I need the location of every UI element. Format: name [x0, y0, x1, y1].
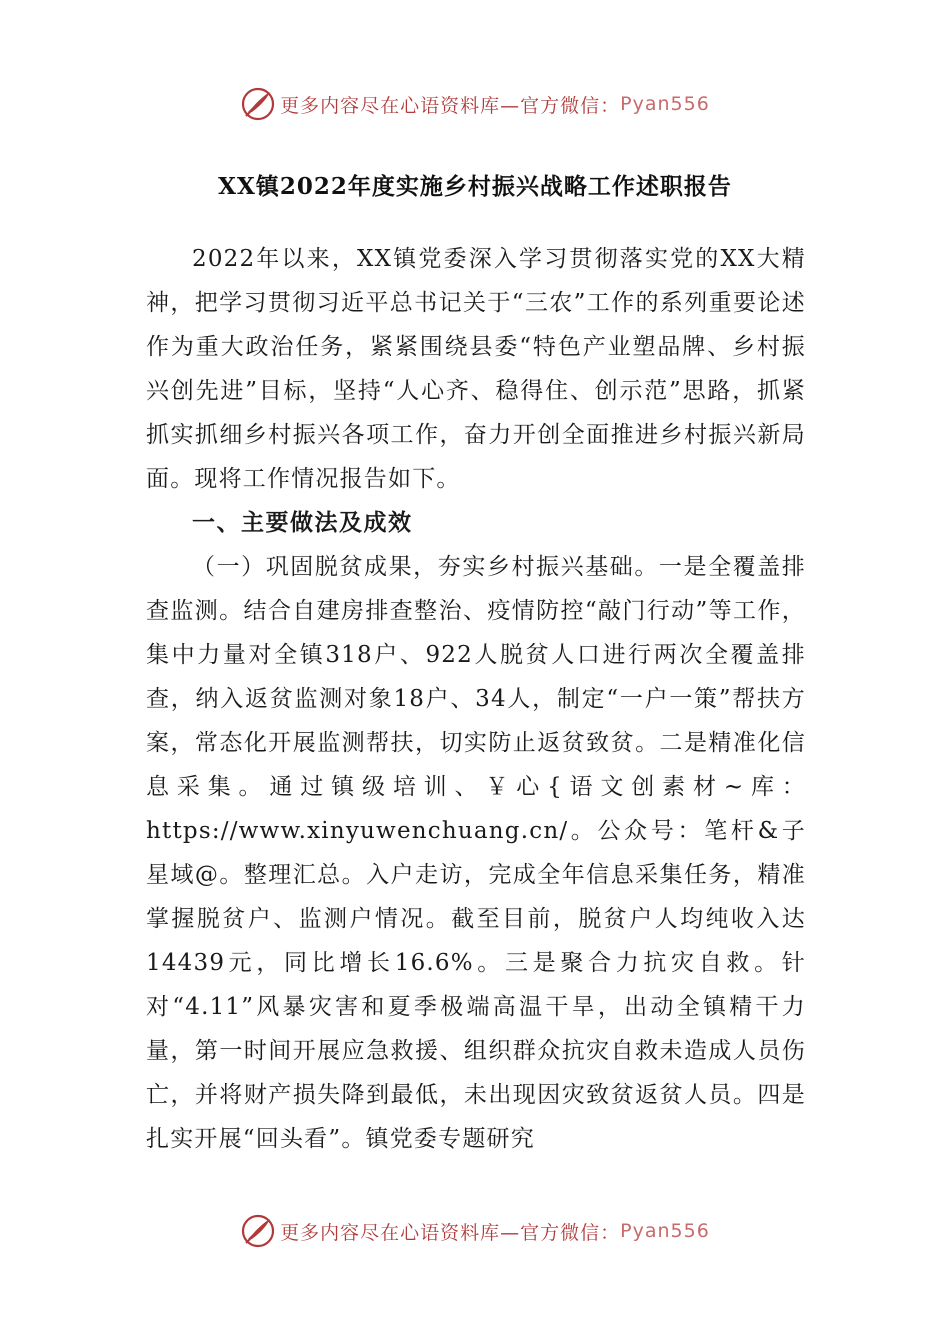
quill-pen-logo-icon [240, 86, 276, 122]
watermark-text: 更多内容尽在心语资料库—官方微信： [280, 94, 621, 117]
watermark-banner-bottom [0, 1211, 950, 1251]
document-title: XX镇2022年度实施乡村振兴战略工作述职报告 [218, 173, 732, 200]
watermark-text: 更多内容尽在心语资料库—官方微信： [280, 1221, 621, 1244]
section-heading: 一、主要做法及成效 [192, 509, 413, 536]
watermark-wechat-id: Pyan556 [620, 1220, 710, 1242]
intro-paragraph: 2022年以来，XX镇党委深入学习贯彻落实党的XX大精神，把学习贯彻习近平总书记关于“三农”工作的系列重要论述作为重大政治任务，紧紧围绕县委“特色产业塑品牌、乡村振兴创先进”目标，坚持“人心齐、稳得住、创示范”思路，抓紧抓实抓细乡村振兴各项工作，奋力开创全面推进乡村振兴新局面。现将工作情况报告如下。 [146, 246, 806, 492]
section-paragraph: （一）巩固脱贫成果，夯实乡村振兴基础。一是全覆盖排查监测。结合自建房排查整治、疫情防控“敲门行动”等工作，集中力量对全镇318户、922人脱贫人口进行两次全覆盖排查，纳入返贫监测对象18户、34人，制定“一户一策”帮扶方案，常态化开展监测帮扶，切实防止返贫致贫。二是精准化信息采集。通过镇级培训、￥心{语文创素材~库：https://www.xinyuwenchuang.cn/。公众号：笔杆&子星域@。整理汇总。入户走访，完成全年信息采集任务，精准掌握脱贫户、监测户情况。截至目前，脱贫户人均纯收入达14439元，同比增长16.6%。三是聚合力抗灾自救。针对“4.11”风暴灾害和夏季极端高温干旱，出动全镇精干力量，第一时间开展应急救援、组织群众抗灾自救未造成人员伤亡，并将财产损失降到最低，未出现因灾致贫返贫人员。四是扎实开展“回头看”。镇党委专题研究 [146, 554, 806, 1152]
watermark-wechat-id: Pyan556 [620, 93, 710, 115]
quill-pen-logo-icon [240, 1213, 276, 1249]
watermark-banner-top [0, 84, 950, 124]
document-body [146, 237, 806, 1161]
